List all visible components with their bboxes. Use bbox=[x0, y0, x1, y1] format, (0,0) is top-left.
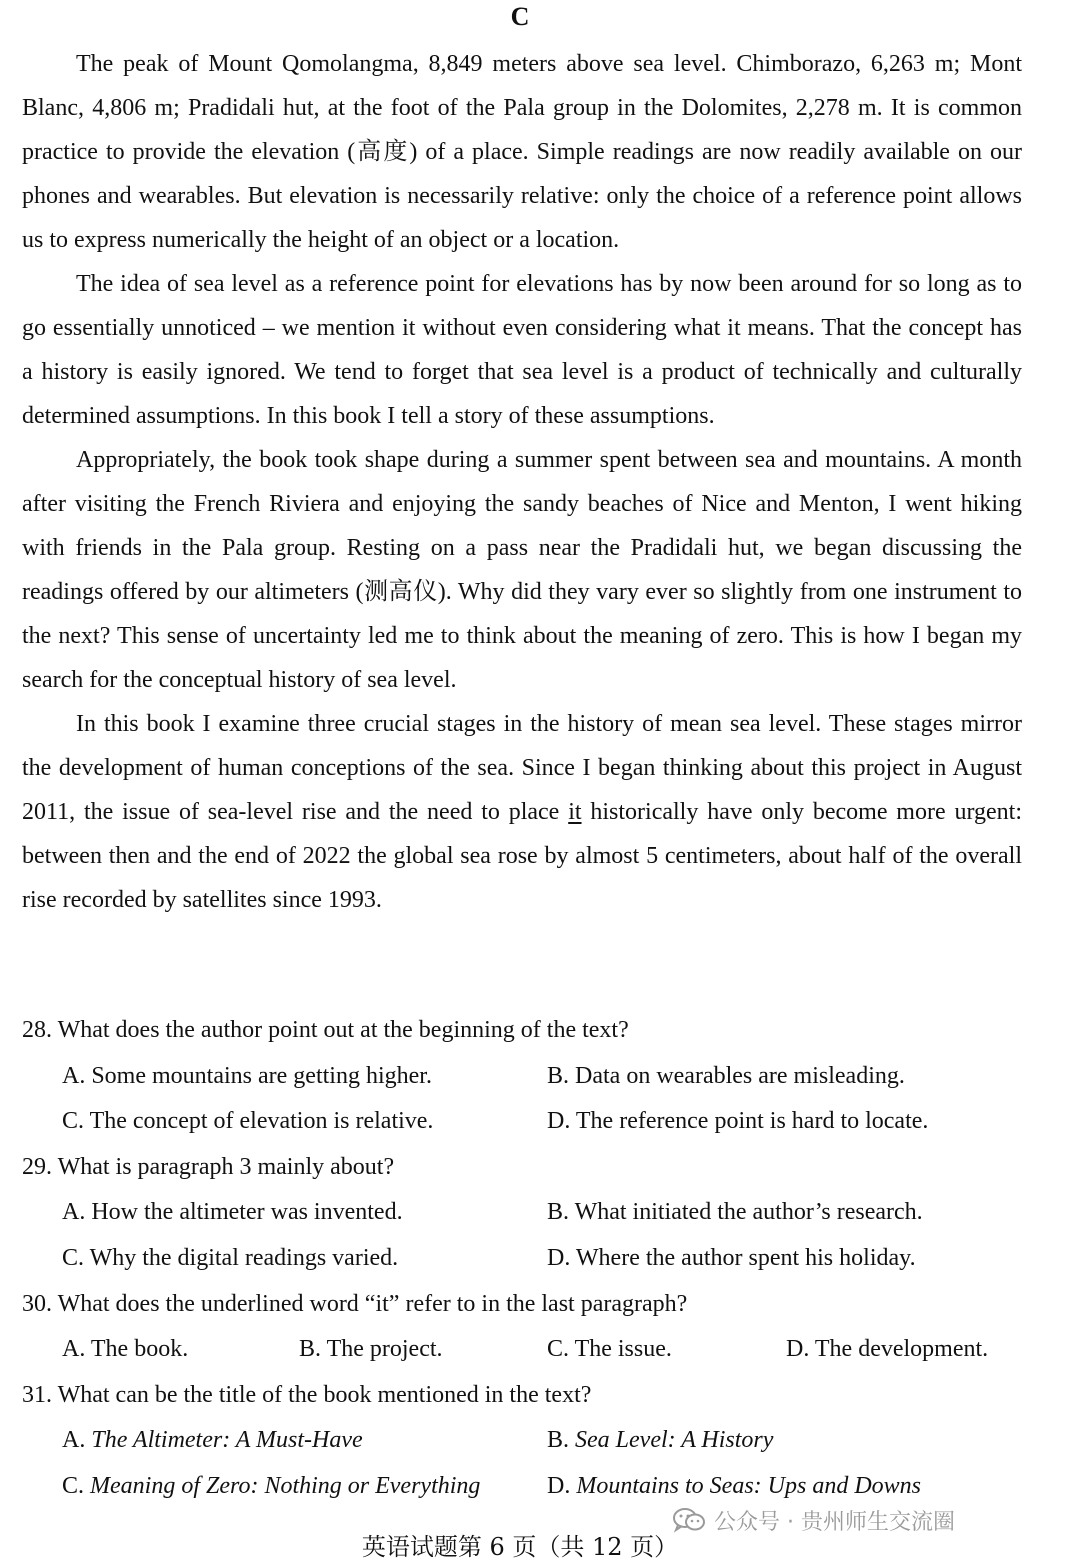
book-title: Sea Level: A History bbox=[575, 1427, 774, 1454]
book-title: Meaning of Zero: Nothing or Everything bbox=[90, 1472, 481, 1499]
option-a: A. Some mountains are getting higher. bbox=[62, 1062, 432, 1089]
question-stem: 29. What is paragraph 3 mainly about? bbox=[22, 1153, 395, 1180]
option-c: C. The issue. bbox=[547, 1336, 672, 1363]
option-d: D. The development. bbox=[786, 1336, 989, 1363]
question-31 bbox=[22, 1373, 1022, 1510]
option-c: C. The concept of elevation is relative. bbox=[62, 1108, 434, 1135]
question-stem: 28. What does the author point out at the beginning of the text? bbox=[22, 1017, 629, 1043]
paragraph-4 bbox=[22, 702, 1022, 922]
page-footer: 英语试题第 6 页（共 12 页） bbox=[361, 1533, 679, 1561]
question-28 bbox=[22, 1008, 1022, 1145]
option-a bbox=[62, 1418, 547, 1464]
underlined-word: it bbox=[568, 799, 582, 825]
option-a: A. The book. bbox=[62, 1336, 189, 1363]
options bbox=[22, 1327, 1022, 1373]
paragraph-1: The peak of Mount Qomolangma, 8,849 meters above sea level. Chimborazo, 6,263 m; Mont Blanc, 4,806 m; Pradidali hut, at the foot of the Pala group in the Dolomites, 2,278 m. It is common practice to provide the elevation (高度) of a place. Simple readings are now readily available on our phones and wearables. But elevation is necessarily relative: only the choice of a reference point allows us to express numerically the height of an object or a location. bbox=[22, 51, 1022, 253]
option-letter: D. bbox=[547, 1472, 577, 1499]
book-title: The Altimeter: A Must-Have bbox=[91, 1427, 363, 1454]
option-a: A. How the altimeter was invented. bbox=[62, 1199, 403, 1226]
questions-section bbox=[22, 1008, 1022, 1510]
option-c: C. Why the digital readings varied. bbox=[62, 1244, 399, 1271]
section-letter: C bbox=[510, 2, 530, 31]
paragraph-3: Appropriately, the book took shape during a summer spent between sea and mountains. A month after visiting the French Riviera and enjoying the sandy beaches of Nice and Menton, I went hiking with friends in the Pala group. Resting on a pass near the Pradidali hut, we began discussing the readings offered by our altimeters (测高仪). Why did they vary ever so slightly from one instrument to the next? This sense of uncertainty led me to think about the meaning of zero. This is how I began my search for the conceptual history of sea level. bbox=[22, 447, 1022, 693]
option-letter: A. bbox=[62, 1427, 92, 1454]
question-30 bbox=[22, 1282, 1022, 1373]
option-b: B. Data on wearables are misleading. bbox=[547, 1062, 905, 1089]
paragraph-2: The idea of sea level as a reference point for elevations has by now been around for so long as to go essentially unnoticed – we mention it without even considering what it means. That the concept has a history is easily ignored. We tend to forget that sea level is a product of technically and culturally determined assumptions. In this book I tell a story of these assumptions. bbox=[22, 271, 1022, 429]
option-letter: B. bbox=[547, 1427, 576, 1454]
reading-passage bbox=[22, 42, 1022, 922]
question-stem: 31. What can be the title of the book mentioned in the text? bbox=[22, 1381, 592, 1408]
options bbox=[22, 1418, 1022, 1509]
option-d: D. Where the author spent his holiday. bbox=[547, 1244, 916, 1271]
question-stem: 30. What does the underlined word “it” refer to in the last paragraph? bbox=[22, 1290, 688, 1317]
question-29 bbox=[22, 1145, 1022, 1282]
options bbox=[22, 1190, 1022, 1281]
options bbox=[22, 1054, 1022, 1145]
paragraph-4-text-before: In this book I examine three crucial stages in the history of mean sea level. These stages mirror the development of human conceptions of the sea. Since I began thinking about this project in August 2011, the issue of sea-level rise and the need to place bbox=[22, 711, 1022, 825]
option-b: B. What initiated the author’s research. bbox=[547, 1199, 923, 1226]
option-c bbox=[62, 1464, 547, 1510]
option-d: D. The reference point is hard to locate. bbox=[547, 1108, 929, 1135]
option-b: B. The project. bbox=[299, 1336, 443, 1363]
option-letter: C. bbox=[62, 1472, 91, 1499]
paragraph-4-text-after: historically have only become more urgent: between then and the end of 2022 the global sea rose by almost 5 centimeters, about half of the overall rise recorded by satellites since 1993. bbox=[22, 799, 1023, 913]
option-b bbox=[547, 1418, 1017, 1464]
watermark-text: 公众号 · 贵州师生交流圈 bbox=[714, 1509, 955, 1535]
book-title: Mountains to Seas: Ups and Downs bbox=[576, 1472, 922, 1499]
